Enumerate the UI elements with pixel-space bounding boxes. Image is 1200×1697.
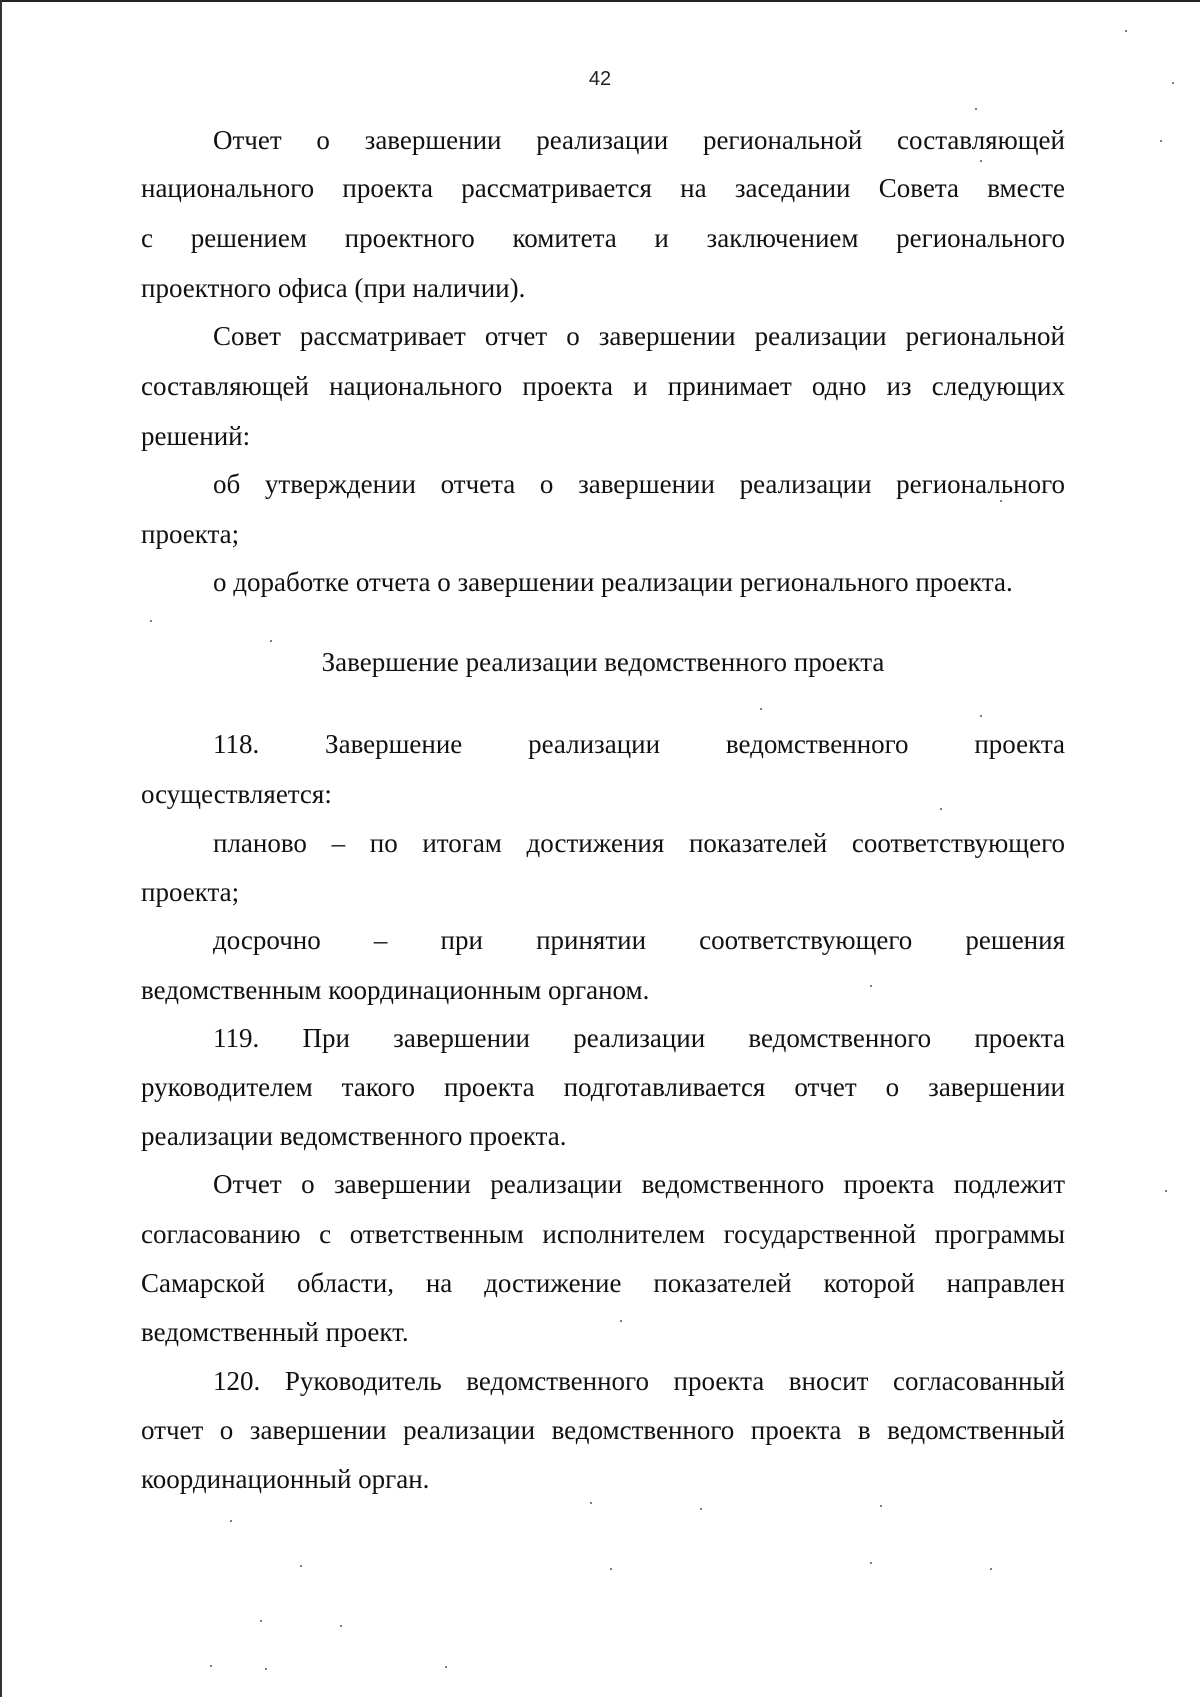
p120-line-2: отчет о завершении реализации ведомственного проекта в ведомственный (141, 1415, 1065, 1445)
p119-line-3: реализации ведомственного проекта. (141, 1121, 567, 1151)
scan-speck (975, 108, 977, 110)
p3-line-2: проекта; (141, 519, 240, 549)
p6-line-1: планово – по итогам достижения показателей соответствующего (213, 828, 1065, 858)
scan-speck (870, 985, 872, 987)
section-heading: Завершение реализации ведомственного проекта (321, 647, 885, 677)
p118-line-2: осуществляется: (141, 779, 332, 809)
p1-line-1: Отчет о завершении реализации региональной составляющей (213, 125, 1065, 155)
scan-speck (210, 1665, 212, 1667)
scan-speck (1125, 30, 1127, 32)
scan-speck (270, 640, 272, 642)
p9-line-4: ведомственный проект. (141, 1317, 409, 1347)
scan-left-edge (0, 0, 2, 1697)
scan-speck (1000, 500, 1002, 502)
scan-speck (230, 1520, 232, 1522)
p2-line-3: решений: (141, 421, 251, 451)
scan-speck (880, 1505, 882, 1507)
scan-speck (265, 1668, 267, 1670)
p119-line-2: руководителем такого проекта подготавливается отчет о завершении (141, 1072, 1065, 1102)
scan-speck (870, 1562, 872, 1564)
scan-speck (340, 1625, 342, 1627)
scan-speck (590, 1502, 592, 1504)
scan-speck (445, 1666, 447, 1668)
scan-speck (620, 1320, 622, 1322)
scan-speck (990, 1568, 992, 1570)
scan-speck (980, 160, 982, 162)
p4-line-1: о доработке отчета о завершении реализации регионального проекта. (213, 567, 1013, 597)
scan-speck (260, 1620, 262, 1622)
p7-line-1: досрочно – при принятии соответствующего решения (213, 925, 1065, 955)
scan-speck (940, 808, 942, 810)
scan-speck (150, 620, 152, 622)
page-number: 42 (588, 68, 612, 90)
scan-speck (700, 1508, 702, 1510)
p120-line-1: 120. Руководитель ведомственного проекта вносит согласованный (213, 1366, 1065, 1396)
p118-line-1: 118. Завершение реализации ведомственного проекта (213, 729, 1065, 759)
p1-line-4: проектного офиса (при наличии). (141, 273, 526, 303)
p2-line-2: составляющей национального проекта и принимает одно из следующих (141, 371, 1065, 401)
scan-speck (1165, 1190, 1167, 1192)
scan-speck (980, 715, 982, 717)
scan-speck (610, 1568, 612, 1570)
scan-top-edge (0, 0, 1200, 2)
p1-line-2: национального проекта рассматривается на заседании Совета вместе (141, 173, 1065, 203)
p9-line-1: Отчет о завершении реализации ведомственного проекта подлежит (213, 1169, 1065, 1199)
scan-speck (300, 1565, 302, 1567)
scan-speck (1172, 82, 1174, 84)
scan-speck (1160, 140, 1162, 142)
p120-line-3: координационный орган. (141, 1464, 430, 1494)
p119-line-1: 119. При завершении реализации ведомственного проекта (213, 1023, 1065, 1053)
p9-line-3: Самарской области, на достижение показателей которой направлен (141, 1268, 1065, 1298)
p1-line-3: с решением проектного комитета и заключением регионального (141, 223, 1065, 253)
p3-line-1: об утверждении отчета о завершении реализации регионального (213, 469, 1065, 499)
p2-line-1: Совет рассматривает отчет о завершении реализации региональной (213, 321, 1065, 351)
p7-line-2: ведомственным координационным органом. (141, 975, 650, 1005)
p6-line-2: проекта; (141, 877, 240, 907)
scan-speck (760, 708, 762, 710)
p9-line-2: согласованию с ответственным исполнителем государственной программы (141, 1219, 1065, 1249)
